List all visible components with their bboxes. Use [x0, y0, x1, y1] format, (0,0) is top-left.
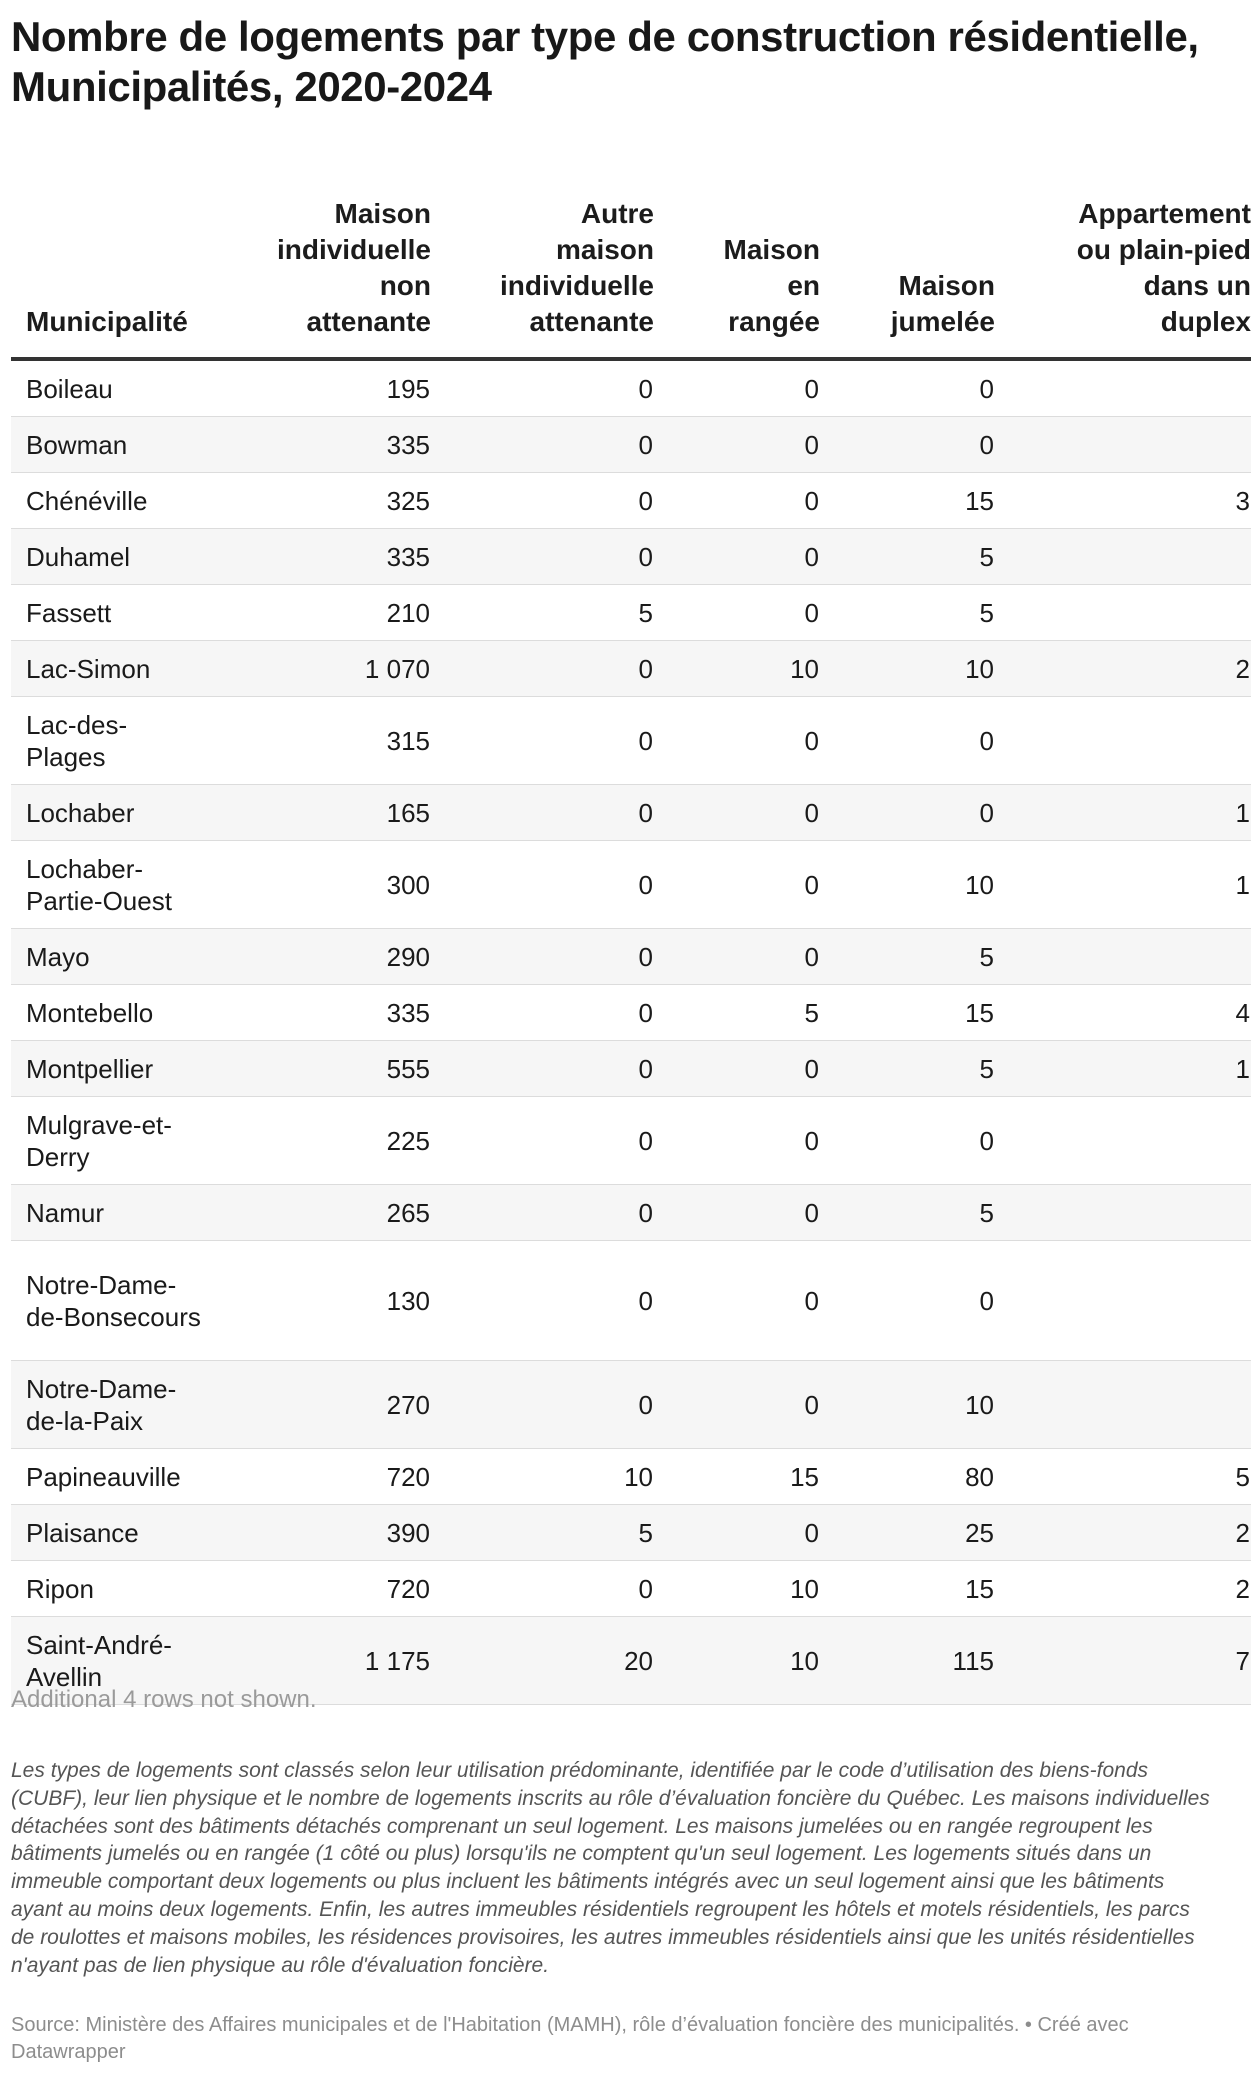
cell-maison-jumelee: 0: [820, 417, 995, 473]
table-row: [11, 359, 1251, 417]
cell-maison-individuelle-non-attenante: 315: [211, 697, 431, 785]
cell-appartement-duplex: 2: [995, 1561, 1251, 1617]
cell-autre-maison-individuelle-attenante: 0: [431, 1097, 654, 1185]
cell-appartement-duplex: 2: [995, 641, 1251, 697]
additional-rows-note: Additional 4 rows not shown.: [11, 1686, 317, 1713]
cell-appartement-duplex: [995, 1185, 1251, 1241]
cell-autre-maison-individuelle-attenante: 0: [431, 785, 654, 841]
header-maison-individuelle-non-attenante[interactable]: Maison individuelle non attenante: [211, 196, 431, 359]
cell-municipalite: Mulgrave-et-Derry: [11, 1097, 211, 1185]
cell-maison-individuelle-non-attenante: 720: [211, 1561, 431, 1617]
cell-autre-maison-individuelle-attenante: 0: [431, 697, 654, 785]
cell-municipalite: Notre-Dame-de-Bonsecours: [11, 1241, 211, 1361]
cell-autre-maison-individuelle-attenante: 0: [431, 985, 654, 1041]
table-row: [11, 697, 1251, 785]
cell-maison-individuelle-non-attenante: 390: [211, 1505, 431, 1561]
cell-maison-en-rangee: 0: [654, 359, 820, 417]
cell-maison-individuelle-non-attenante: 555: [211, 1041, 431, 1097]
header-municipalite[interactable]: Municipalité: [11, 196, 211, 359]
table-row: [11, 985, 1251, 1041]
cell-maison-en-rangee: 10: [654, 1617, 820, 1705]
cell-autre-maison-individuelle-attenante: 0: [431, 417, 654, 473]
cell-maison-en-rangee: 0: [654, 1185, 820, 1241]
cell-municipalite: Papineauville: [11, 1449, 211, 1505]
cell-autre-maison-individuelle-attenante: 0: [431, 1361, 654, 1449]
cell-autre-maison-individuelle-attenante: 0: [431, 1041, 654, 1097]
cell-appartement-duplex: [995, 529, 1251, 585]
cell-appartement-duplex: [995, 1361, 1251, 1449]
table-row: [11, 1561, 1251, 1617]
cell-municipalite: Montpellier: [11, 1041, 211, 1097]
table-row: [11, 1241, 1251, 1361]
cell-autre-maison-individuelle-attenante: 0: [431, 641, 654, 697]
cell-municipalite: Fassett: [11, 585, 211, 641]
cell-municipalite: Notre-Dame-de-la-Paix: [11, 1361, 211, 1449]
cell-maison-jumelee: 0: [820, 359, 995, 417]
cell-municipalite: Chénéville: [11, 473, 211, 529]
cell-appartement-duplex: 2: [995, 1505, 1251, 1561]
cell-appartement-duplex: [995, 1241, 1251, 1361]
cell-maison-individuelle-non-attenante: 335: [211, 417, 431, 473]
cell-maison-individuelle-non-attenante: 300: [211, 841, 431, 929]
cell-maison-jumelee: 115: [820, 1617, 995, 1705]
cell-appartement-duplex: 1: [995, 785, 1251, 841]
cell-maison-en-rangee: 0: [654, 785, 820, 841]
cell-maison-individuelle-non-attenante: 195: [211, 359, 431, 417]
cell-maison-en-rangee: 0: [654, 585, 820, 641]
cell-maison-jumelee: 10: [820, 1361, 995, 1449]
cell-maison-individuelle-non-attenante: 265: [211, 1185, 431, 1241]
table-row: [11, 841, 1251, 929]
cell-maison-individuelle-non-attenante: 1 175: [211, 1617, 431, 1705]
cell-maison-individuelle-non-attenante: 325: [211, 473, 431, 529]
header-appartement-duplex[interactable]: Appartement ou plain-pied dans un duplex: [995, 196, 1251, 359]
cell-autre-maison-individuelle-attenante: 0: [431, 841, 654, 929]
cell-maison-individuelle-non-attenante: 225: [211, 1097, 431, 1185]
table-row: [11, 585, 1251, 641]
cell-maison-en-rangee: 10: [654, 641, 820, 697]
cell-maison-en-rangee: 0: [654, 929, 820, 985]
cell-autre-maison-individuelle-attenante: 0: [431, 1185, 654, 1241]
table-row: [11, 417, 1251, 473]
table-row: [11, 929, 1251, 985]
cell-autre-maison-individuelle-attenante: 5: [431, 1505, 654, 1561]
cell-maison-en-rangee: 0: [654, 529, 820, 585]
cell-municipalite: Bowman: [11, 417, 211, 473]
table-row: [11, 1097, 1251, 1185]
table-row: [11, 1505, 1251, 1561]
cell-maison-individuelle-non-attenante: 290: [211, 929, 431, 985]
cell-maison-en-rangee: 0: [654, 1361, 820, 1449]
cell-maison-individuelle-non-attenante: 335: [211, 529, 431, 585]
cell-municipalite: Lochaber-Partie-Ouest: [11, 841, 211, 929]
cell-appartement-duplex: 4: [995, 985, 1251, 1041]
cell-maison-jumelee: 5: [820, 1041, 995, 1097]
cell-appartement-duplex: [995, 929, 1251, 985]
cell-maison-jumelee: 5: [820, 1185, 995, 1241]
cell-municipalite: Duhamel: [11, 529, 211, 585]
cell-maison-en-rangee: 0: [654, 1041, 820, 1097]
cell-autre-maison-individuelle-attenante: 5: [431, 585, 654, 641]
cell-appartement-duplex: [995, 585, 1251, 641]
cell-maison-jumelee: 25: [820, 1505, 995, 1561]
cell-maison-en-rangee: 0: [654, 1097, 820, 1185]
cell-municipalite: Montebello: [11, 985, 211, 1041]
cell-municipalite: Ripon: [11, 1561, 211, 1617]
data-table: [11, 196, 1251, 1705]
page-title: Nombre de logements par type de construction résidentielle, Municipalités, 2020-2024: [11, 13, 1199, 110]
table-row: [11, 1449, 1251, 1505]
cell-maison-en-rangee: 5: [654, 985, 820, 1041]
cell-maison-jumelee: 5: [820, 929, 995, 985]
cell-municipalite: Namur: [11, 1185, 211, 1241]
cell-autre-maison-individuelle-attenante: 0: [431, 1561, 654, 1617]
cell-municipalite: Lac-Simon: [11, 641, 211, 697]
table-row: [11, 785, 1251, 841]
methodology-notes: Les types de logements sont classés selon leur utilisation prédominante, identifiée par le code d’utilisation des biens-fonds (CUBF), leur lien physique et le nombre de logements inscrits au rôle d’évaluation foncière du Québec. Les maisons individuelles détachées sont des bâtiments détachés comprenant un seul logement. Les maisons jumelées ou en rangée regroupent les bâtiments jumelés ou en rangée (1 côté ou plus) lorsqu'ils ne comptent qu'un seul logement. Les logements situés dans un immeuble comportant deux logements ou plus incluent les bâtiments intégrés avec un seul logement ainsi que les bâtiments ayant au moins deux logements. Enfin, les autres immeubles résidentiels regroupent les hôtels et motels résidentiels, les parcs de roulottes et maisons mobiles, les résidences provisoires, les autres immeubles résidentiels ainsi que les unités résidentielles n'ayant pas de lien physique au rôle d'évaluation foncière.: [11, 1759, 1210, 1977]
cell-maison-jumelee: 15: [820, 985, 995, 1041]
cell-municipalite: Plaisance: [11, 1505, 211, 1561]
cell-maison-en-rangee: 0: [654, 1241, 820, 1361]
cell-appartement-duplex: 1: [995, 1041, 1251, 1097]
table-row: [11, 641, 1251, 697]
cell-maison-jumelee: 0: [820, 697, 995, 785]
chart-container: [11, 0, 1251, 2063]
table-header: [11, 196, 1251, 359]
table-body: [11, 359, 1251, 1705]
cell-municipalite: Boileau: [11, 359, 211, 417]
cell-autre-maison-individuelle-attenante: 0: [431, 473, 654, 529]
cell-maison-jumelee: 5: [820, 529, 995, 585]
cell-maison-en-rangee: 10: [654, 1561, 820, 1617]
cell-maison-en-rangee: 0: [654, 417, 820, 473]
cell-maison-jumelee: 15: [820, 473, 995, 529]
cell-appartement-duplex: [995, 359, 1251, 417]
table-row: [11, 1041, 1251, 1097]
cell-autre-maison-individuelle-attenante: 0: [431, 929, 654, 985]
cell-municipalite: Lochaber: [11, 785, 211, 841]
cell-maison-en-rangee: 0: [654, 697, 820, 785]
cell-maison-individuelle-non-attenante: 210: [211, 585, 431, 641]
header-maison-jumelee[interactable]: Maison jumelée: [820, 196, 995, 359]
cell-maison-individuelle-non-attenante: 335: [211, 985, 431, 1041]
cell-municipalite: Saint-André-Avellin: [11, 1617, 211, 1705]
cell-appartement-duplex: 1: [995, 841, 1251, 929]
cell-autre-maison-individuelle-attenante: 0: [431, 529, 654, 585]
cell-appartement-duplex: [995, 417, 1251, 473]
cell-maison-en-rangee: 0: [654, 473, 820, 529]
table-row: [11, 1185, 1251, 1241]
cell-maison-jumelee: 10: [820, 841, 995, 929]
cell-municipalite: Mayo: [11, 929, 211, 985]
source-credit: Source: Ministère des Affaires municipales et de l'Habitation (MAMH), rôle d’évaluation foncière des municipalités. • Créé avec Datawrapper: [11, 2014, 1129, 2063]
data-table-viewport[interactable]: [11, 196, 1251, 1705]
cell-appartement-duplex: [995, 697, 1251, 785]
cell-maison-jumelee: 0: [820, 785, 995, 841]
cell-maison-jumelee: 80: [820, 1449, 995, 1505]
cell-maison-jumelee: 0: [820, 1241, 995, 1361]
cell-maison-en-rangee: 0: [654, 841, 820, 929]
table-row: [11, 529, 1251, 585]
cell-maison-individuelle-non-attenante: 165: [211, 785, 431, 841]
cell-maison-en-rangee: 15: [654, 1449, 820, 1505]
cell-appartement-duplex: [995, 1097, 1251, 1185]
cell-maison-individuelle-non-attenante: 130: [211, 1241, 431, 1361]
cell-autre-maison-individuelle-attenante: 0: [431, 1241, 654, 1361]
cell-maison-jumelee: 15: [820, 1561, 995, 1617]
cell-maison-jumelee: 5: [820, 585, 995, 641]
cell-autre-maison-individuelle-attenante: 20: [431, 1617, 654, 1705]
table-row: [11, 1361, 1251, 1449]
table-row: [11, 473, 1251, 529]
cell-autre-maison-individuelle-attenante: 0: [431, 359, 654, 417]
cell-maison-jumelee: 0: [820, 1097, 995, 1185]
cell-autre-maison-individuelle-attenante: 10: [431, 1449, 654, 1505]
header-autre-maison-individuelle-attenante[interactable]: Autre maison individuelle attenante: [431, 196, 654, 359]
cell-appartement-duplex: 7: [995, 1617, 1251, 1705]
cell-maison-individuelle-non-attenante: 270: [211, 1361, 431, 1449]
cell-maison-en-rangee: 0: [654, 1505, 820, 1561]
cell-municipalite: Lac-des-Plages: [11, 697, 211, 785]
cell-maison-jumelee: 10: [820, 641, 995, 697]
cell-appartement-duplex: 3: [995, 473, 1251, 529]
header-maison-en-rangee[interactable]: Maison en rangée: [654, 196, 820, 359]
cell-maison-individuelle-non-attenante: 720: [211, 1449, 431, 1505]
cell-maison-individuelle-non-attenante: 1 070: [211, 641, 431, 697]
cell-appartement-duplex: 5: [995, 1449, 1251, 1505]
